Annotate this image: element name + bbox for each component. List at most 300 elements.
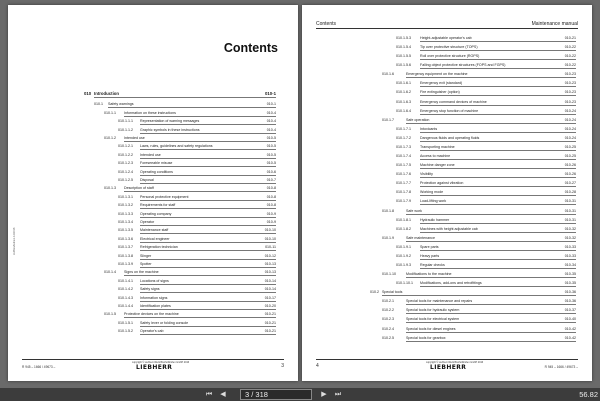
toc-entry-title: Spare parts <box>420 244 439 249</box>
toc-entry[interactable] <box>8 286 298 293</box>
toc-page-reference: 010-23 <box>564 99 576 104</box>
toc-entry[interactable] <box>8 278 298 285</box>
toc-divider <box>140 301 276 302</box>
toc-entry-title: Special tools for gearbox <box>406 335 446 340</box>
toc-entry[interactable] <box>8 211 298 218</box>
toc-page-reference: 010-8 <box>266 194 276 199</box>
page-number: 3 <box>281 363 284 369</box>
toc-entry[interactable] <box>8 269 298 276</box>
toc-page-reference: 010-25 <box>564 144 576 149</box>
toc-section-number: 010.1.7.7 <box>396 181 411 186</box>
toc-entry-title: Load-lifting work <box>420 199 447 204</box>
toc-entry-title: Hydraulic hammer <box>420 217 450 222</box>
toc-entry-title: Regular checks <box>420 263 445 267</box>
toc-entry-title: Heavy parts <box>420 253 440 258</box>
toc-page-reference: 010-17 <box>264 295 276 300</box>
toc-entry-title: Safe operation <box>406 117 430 122</box>
toc-divider <box>140 158 276 159</box>
page-title: Contents <box>223 41 278 55</box>
toc-entry[interactable] <box>302 162 592 169</box>
toc-page-reference: 010-8 <box>266 186 276 191</box>
toc-divider <box>382 295 576 296</box>
toc-entry-title: Requirements for staff <box>140 203 176 208</box>
toc-section-number: 010.1.9.2 <box>396 253 411 258</box>
toc-section-number: 010.1.5.3 <box>396 36 411 40</box>
toc-section-number: 010.1.4 <box>104 270 116 275</box>
toc-entry[interactable] <box>302 226 592 233</box>
toc-divider <box>140 233 276 234</box>
toc-entry-title: Machine danger zone <box>420 163 455 168</box>
toc-entry-title: Safety warnings <box>108 102 134 107</box>
toc-section-number: 010.1.7 <box>382 117 394 122</box>
toc-section-number: 010.1.7.5 <box>396 163 411 168</box>
toc-section-number: 010.1.8 <box>382 208 394 213</box>
toc-entry-title: Information on these instructions <box>124 110 176 115</box>
toc-entry-title: Visibility <box>420 172 433 177</box>
toc-page-reference: 010-22 <box>564 63 576 68</box>
toc-entry[interactable] <box>8 127 298 134</box>
toc-entry[interactable] <box>302 326 592 333</box>
toc-page-reference: 010-7 <box>266 178 276 182</box>
toc-section-number: 010.1.7.2 <box>396 135 411 140</box>
page-number-input[interactable]: 3 / 318 <box>240 389 312 400</box>
toc-entry[interactable] <box>302 80 592 87</box>
toc-section-number: 010.1.6 <box>382 72 394 77</box>
toc-page-reference: 010-5 <box>266 144 276 149</box>
toc-divider <box>140 242 276 243</box>
toc-entry-title: Safety signs <box>140 287 160 292</box>
toc-entry[interactable] <box>302 244 592 251</box>
page-footer <box>22 359 284 371</box>
toc-entry-title: Refrigeration technician <box>140 245 178 250</box>
toc-entry[interactable] <box>302 89 592 96</box>
last-page-icon[interactable]: ⏭ <box>334 391 342 398</box>
toc-page-reference: 010-1 <box>265 91 276 96</box>
toc-section-number: 010.2 <box>370 290 379 295</box>
toc-entry[interactable] <box>302 289 592 296</box>
toc-divider <box>420 195 576 196</box>
toc-section-number: 010.1.9.3 <box>396 263 411 267</box>
toc-page-reference: 010-13 <box>264 262 276 266</box>
toc-section-number: 010.1.1 <box>104 110 116 115</box>
toc-page-reference: 010-23 <box>564 81 576 86</box>
toc-entry[interactable] <box>8 219 298 226</box>
toc-section-number: 010.1.2 <box>104 136 116 140</box>
toc-page-reference: 010-12 <box>264 253 276 258</box>
toc-section-number: 010.1.3.6 <box>118 236 133 241</box>
toc-entry[interactable] <box>302 62 592 69</box>
toc-entry[interactable] <box>302 71 592 78</box>
toc-entry[interactable] <box>8 253 298 260</box>
toc-section-number: 010.2.1 <box>382 299 394 304</box>
toc-page-reference: 010-22 <box>564 45 576 50</box>
toc-entry-title: Special tools for electrical system <box>406 317 460 322</box>
toc-entry[interactable] <box>8 194 298 201</box>
toc-section-number: 010.2.3 <box>382 317 394 322</box>
toc-divider <box>140 149 276 150</box>
toc-section-number: 010.1.7.9 <box>396 199 411 204</box>
toc-section-number: 010.1.5.6 <box>396 63 411 68</box>
toc-page-reference: 010-4 <box>266 127 276 132</box>
toc-divider <box>406 341 576 342</box>
toc-divider <box>420 150 576 151</box>
toc-section-number: 010.1.3.1 <box>118 194 133 199</box>
toc-page-reference: 010-21 <box>264 329 276 334</box>
toc-entry-title: Intended use <box>124 136 145 140</box>
toc-entry-title: Representation of warning messages <box>140 119 200 124</box>
toc-divider <box>124 116 276 117</box>
toc-entry[interactable] <box>8 135 298 142</box>
toc-entry[interactable] <box>302 189 592 196</box>
previous-page-icon[interactable]: ◀ <box>220 391 226 398</box>
toc-entry[interactable] <box>8 202 298 209</box>
toc-entry[interactable] <box>8 295 298 302</box>
toc-entry[interactable] <box>302 135 592 142</box>
toc-entry-title: Special tools for diesel engines <box>406 326 456 331</box>
toc-divider <box>406 313 576 314</box>
toc-section-number: 010.1.3.4 <box>118 220 133 224</box>
toc-divider <box>420 250 576 251</box>
toc-divider <box>140 284 276 285</box>
toc-entry[interactable] <box>302 316 592 323</box>
toc-page-reference: 010-4 <box>266 110 276 115</box>
toc-entry-title: Laws, rules, guidelines and safety regulations <box>140 144 213 149</box>
toc-divider <box>140 309 276 310</box>
copyright-text: copyright © Liebherr-Werk Bischofshofen GmbH 2016 <box>132 361 190 364</box>
toc-divider <box>420 186 576 187</box>
toc-page-reference: 010-20 <box>264 304 276 308</box>
toc-divider <box>420 141 576 142</box>
toc-divider <box>420 268 576 269</box>
toc-entry[interactable] <box>302 298 592 305</box>
toc-entry[interactable] <box>8 110 298 117</box>
toc-entry[interactable] <box>302 126 592 133</box>
toc-entry-title: Protective devices on the machine <box>124 312 179 317</box>
toc-entry-title: Intoxicants <box>420 126 438 131</box>
toc-entry-title: Modifications, add-ons and retrofittings <box>420 281 482 286</box>
toc-section-number: 010.1.4.2 <box>118 287 133 292</box>
toc-entry-title: Emergency equipment on the machine <box>406 72 468 77</box>
toc-entry[interactable] <box>302 335 592 342</box>
copyright-text: copyright © Liebherr-Werk Bischofshofen GmbH 2016 <box>426 361 484 364</box>
toc-divider <box>420 168 576 169</box>
toc-section-number: 010.1.3.8 <box>118 253 133 258</box>
toc-entry-title: Dangerous fluids and operating fluids <box>420 135 480 140</box>
toc-page-reference: 010-26 <box>564 163 576 168</box>
toc-entry[interactable] <box>302 44 592 51</box>
toc-section-number: 010.1.4.1 <box>118 278 133 283</box>
toc-page-reference: 010-5 <box>266 161 276 166</box>
toc-page-reference: 010-10 <box>264 228 276 233</box>
toc-entry-title: Transporting machine <box>420 144 455 149</box>
toc-section-number: 010.1.3.3 <box>118 211 133 216</box>
toc-section-number: 010.1.7.4 <box>396 154 411 159</box>
toc-entry-title: Machines with height adjustable cab <box>420 226 478 231</box>
toc-page-reference: 010-22 <box>564 54 576 59</box>
toc-entry[interactable] <box>302 280 592 287</box>
toc-section-number: 010.1.6.1 <box>396 81 411 86</box>
toc-page-reference: 010-6 <box>266 169 276 174</box>
toc-entry-title: Access to machine <box>420 154 451 159</box>
toc-entry[interactable] <box>302 307 592 314</box>
toc-entry[interactable] <box>8 311 298 318</box>
toc-section-number: 010.1.7.3 <box>396 144 411 149</box>
toc-entry[interactable] <box>302 217 592 224</box>
toc-divider <box>420 41 576 42</box>
toc-page-reference: 010-5 <box>266 152 276 157</box>
toc-page-reference: 010-23 <box>564 72 576 77</box>
toc-divider <box>420 204 576 205</box>
toc-page-reference: 010-31 <box>564 199 576 204</box>
toc-entry[interactable] <box>302 180 592 187</box>
toc-page-reference: 010-14 <box>264 287 276 292</box>
toc-entry[interactable] <box>8 160 298 167</box>
page-number: 4 <box>316 363 319 369</box>
toc-divider <box>420 50 576 51</box>
toc-entry-title: Operating company <box>140 211 172 216</box>
toc-entry[interactable] <box>302 153 592 160</box>
toc-entry-title: Special tools for hydraulic system <box>406 308 460 313</box>
toc-entry[interactable] <box>8 101 298 108</box>
toc-entry-title: Description of staff <box>124 186 154 191</box>
toc-page-reference: 010-9 <box>266 220 276 224</box>
toc-divider <box>124 191 276 192</box>
toc-entry-title: Disposal <box>140 178 154 182</box>
toc-entry-title: Electrical engineer <box>140 236 170 241</box>
toc-page-reference: 010-25 <box>564 154 576 159</box>
toc-page-reference: 010-5 <box>266 136 276 140</box>
toc-section-number: 010.1.6.2 <box>396 90 411 95</box>
toc-divider <box>140 225 276 226</box>
page-3 <box>8 5 298 381</box>
toc-entry[interactable] <box>8 185 298 192</box>
toc-divider <box>140 250 276 251</box>
toc-page-reference: 010-36 <box>564 299 576 304</box>
toc-entry[interactable] <box>302 253 592 260</box>
toc-page-reference: 010-24 <box>564 108 576 113</box>
toc-section-number: 010.1.9.1 <box>396 244 411 249</box>
toc-entry-title: Emergency command devices of machine <box>420 99 487 104</box>
zoom-level[interactable]: 56.82 <box>579 390 598 399</box>
toc-divider <box>140 124 276 125</box>
toc-page-reference: 010-42 <box>564 326 576 331</box>
toc-divider <box>420 259 576 260</box>
toc-section-number: 010.1.8.2 <box>396 226 411 231</box>
toc-divider <box>94 97 276 98</box>
toc-entry[interactable] <box>302 53 592 60</box>
header-manual-name: Maintenance manual <box>531 21 578 27</box>
toc-page-reference: 010-21 <box>264 320 276 325</box>
toc-entry[interactable] <box>302 117 592 124</box>
toc-entry[interactable] <box>302 262 592 269</box>
toc-section-number: 010.1.1.1 <box>118 119 133 124</box>
toc-page-reference: 010-9 <box>266 211 276 216</box>
toc-entry-title: Falling object protective structures (FOPS and FGPS) <box>420 63 506 68</box>
toc-divider <box>406 332 576 333</box>
toc-entry[interactable] <box>8 118 298 125</box>
toc-entry[interactable] <box>302 208 592 215</box>
toc-entry-title: Introduction <box>94 91 120 96</box>
toc-entry[interactable] <box>8 152 298 159</box>
toc-page-reference: 010-35 <box>564 281 576 286</box>
toc-page-reference: 010-1 <box>266 102 276 107</box>
toc-divider <box>108 107 276 108</box>
next-page-icon[interactable]: ▶ <box>321 391 327 398</box>
toc-entry-title: Graphic symbols in these instructions <box>140 127 200 132</box>
document-code: R 945 – 1666 / 49673 – <box>544 365 578 369</box>
toc-entry[interactable] <box>8 177 298 184</box>
toc-section-number: 010.1.1.2 <box>118 127 133 132</box>
toc-entry-title: Operator's cab <box>140 329 164 334</box>
toc-divider <box>140 267 276 268</box>
toc-entry[interactable] <box>8 303 298 310</box>
toc-page-reference: 010-10 <box>264 236 276 241</box>
toc-section-number: 010.1.5.4 <box>396 45 411 50</box>
toc-section-number: 010.1.4.4 <box>118 304 133 308</box>
toc-entry[interactable] <box>8 328 298 335</box>
toc-entry[interactable] <box>302 271 592 278</box>
toc-entry-title: Emergency exit (standard) <box>420 81 463 86</box>
toc-entry-title: Operating conditions <box>140 169 173 174</box>
toc-entry-title: Fire extinguisher (option) <box>420 90 460 95</box>
toc-entry[interactable] <box>302 198 592 205</box>
toc-entry-title: Roll over protective structure (ROPS) <box>420 54 480 59</box>
toc-section-number: 010.1.5.1 <box>118 320 133 325</box>
toc-page-reference: 010-31 <box>564 217 576 222</box>
toc-entry[interactable] <box>8 261 298 268</box>
toc-section-number: 010.1.6.4 <box>396 108 411 113</box>
toc-divider <box>140 200 276 201</box>
toc-section-number: 010.1.2.5 <box>118 178 133 182</box>
toc-entry-title: Personal protective equipment <box>140 194 189 199</box>
toc-entry[interactable] <box>8 236 298 243</box>
toc-section-number: 010.1.6.3 <box>396 99 411 104</box>
toc-section-number: 010.1.7.8 <box>396 190 411 195</box>
viewer-toolbar <box>0 388 600 401</box>
toc-section-number: 010.1.5.2 <box>118 329 133 334</box>
toc-divider <box>140 208 276 209</box>
toc-entry-title: Slinger <box>140 253 152 258</box>
toc-divider <box>140 292 276 293</box>
toc-divider <box>140 334 276 335</box>
toc-page-reference: 010-32 <box>564 226 576 231</box>
toc-entry[interactable] <box>302 144 592 151</box>
toc-entry[interactable] <box>302 99 592 106</box>
toc-page-reference: 010-24 <box>564 135 576 140</box>
toc-entry[interactable] <box>302 171 592 178</box>
toc-entry[interactable] <box>8 244 298 251</box>
toc-section-number: 010.1.3.9 <box>118 262 133 266</box>
toc-page-reference: 010-11 <box>265 245 276 250</box>
toc-entry-title: Emergency stop function of machine <box>420 108 479 113</box>
toc-section-number: 010.1.10 <box>382 272 396 277</box>
toc-section-number: 010.1.8.1 <box>396 217 411 222</box>
toc-section-number: 010.1.5 <box>104 312 116 317</box>
toc-entry-title: Maintenance staff <box>140 228 169 233</box>
toc-entry[interactable] <box>302 108 592 115</box>
toc-divider <box>406 322 576 323</box>
toc-divider <box>406 304 576 305</box>
toc-page-reference: 010-36 <box>564 290 576 295</box>
toc-divider <box>124 141 276 142</box>
toc-entry[interactable] <box>8 169 298 176</box>
toc-entry-title: Information signs <box>140 295 168 300</box>
page-footer <box>316 359 578 371</box>
toc-page-reference: 010-32 <box>564 235 576 240</box>
toc-divider <box>406 214 576 215</box>
toc-entry[interactable] <box>8 320 298 327</box>
toc-divider <box>420 232 576 233</box>
toc-section-number: 010.1.7.1 <box>396 126 411 131</box>
toc-entry[interactable] <box>8 227 298 234</box>
toc-entry-title: Locations of signs <box>140 278 169 283</box>
first-page-icon[interactable]: ⏮ <box>205 391 213 398</box>
document-code: R 945 – 1666 / 49673 – <box>22 365 56 369</box>
toc-page-reference: 010-35 <box>564 272 576 277</box>
toc-divider <box>420 177 576 178</box>
toc-entry-title: Identification plates <box>140 304 171 308</box>
toc-divider <box>420 68 576 69</box>
toc-entry-title: Special tools for maintenance and repairs <box>406 299 473 304</box>
toc-entry-title: Height-adjustable operator's cab <box>420 36 472 40</box>
liebherr-logo: LIEBHERR <box>136 364 173 371</box>
toc-page-reference: 010-24 <box>564 126 576 131</box>
toc-page-reference: 010-21 <box>264 312 276 317</box>
toc-entry[interactable] <box>302 235 592 242</box>
toc-entry-title: Safe work <box>406 208 422 213</box>
toc-section-number: 010.2.5 <box>382 335 394 340</box>
toc-divider <box>140 175 276 176</box>
toc-entry[interactable] <box>302 35 592 42</box>
toc-page-reference: 010-33 <box>564 253 576 258</box>
toc-divider <box>140 183 276 184</box>
toc-divider <box>420 95 576 96</box>
toc-section-number: 010.1.3 <box>104 186 116 191</box>
toc-entry[interactable] <box>8 143 298 150</box>
toc-section-number: 010 <box>84 91 92 96</box>
toc-page-reference: 010-14 <box>264 278 276 283</box>
toc-divider <box>124 317 276 318</box>
toc-divider <box>140 166 276 167</box>
toc-section-number: 010.1.10.1 <box>396 281 413 286</box>
toc-entry[interactable] <box>8 91 298 98</box>
toc-page-reference: 010-28 <box>564 190 576 195</box>
toc-divider <box>420 223 576 224</box>
toc-page-reference: 010-13 <box>264 270 276 275</box>
toc-section-number: 010.1.2.4 <box>118 169 133 174</box>
side-margin-text: LHB/en/Edition 12/2016 <box>13 227 16 255</box>
toc-section-number: 010.1.3.7 <box>118 245 133 250</box>
toc-page-reference: 010-37 <box>564 308 576 313</box>
toc-entry-title: Modifications to the machine <box>406 272 452 277</box>
toc-entry-title: Signs on the machine <box>124 270 159 275</box>
toc-divider <box>406 277 576 278</box>
toc-divider <box>420 86 576 87</box>
toc-section-number: 010.2.2 <box>382 308 394 313</box>
toc-divider <box>140 133 276 134</box>
toc-divider <box>406 77 576 78</box>
toc-page-reference: 010-24 <box>564 117 576 122</box>
toc-divider <box>140 326 276 327</box>
toc-page-reference: 010-4 <box>266 119 276 124</box>
toc-entry-title: Foreseeable misuse <box>140 161 173 166</box>
toc-entry-title: Tip over protective structure (TOPS) <box>420 45 478 50</box>
toc-page-reference: 010-42 <box>564 335 576 340</box>
toc-section-number: 010.1.2.3 <box>118 161 133 166</box>
toc-section-number: 010.1.9 <box>382 235 394 240</box>
toc-entry-title: Operator <box>140 220 155 224</box>
toc-entry-title: Spotter <box>140 262 152 266</box>
